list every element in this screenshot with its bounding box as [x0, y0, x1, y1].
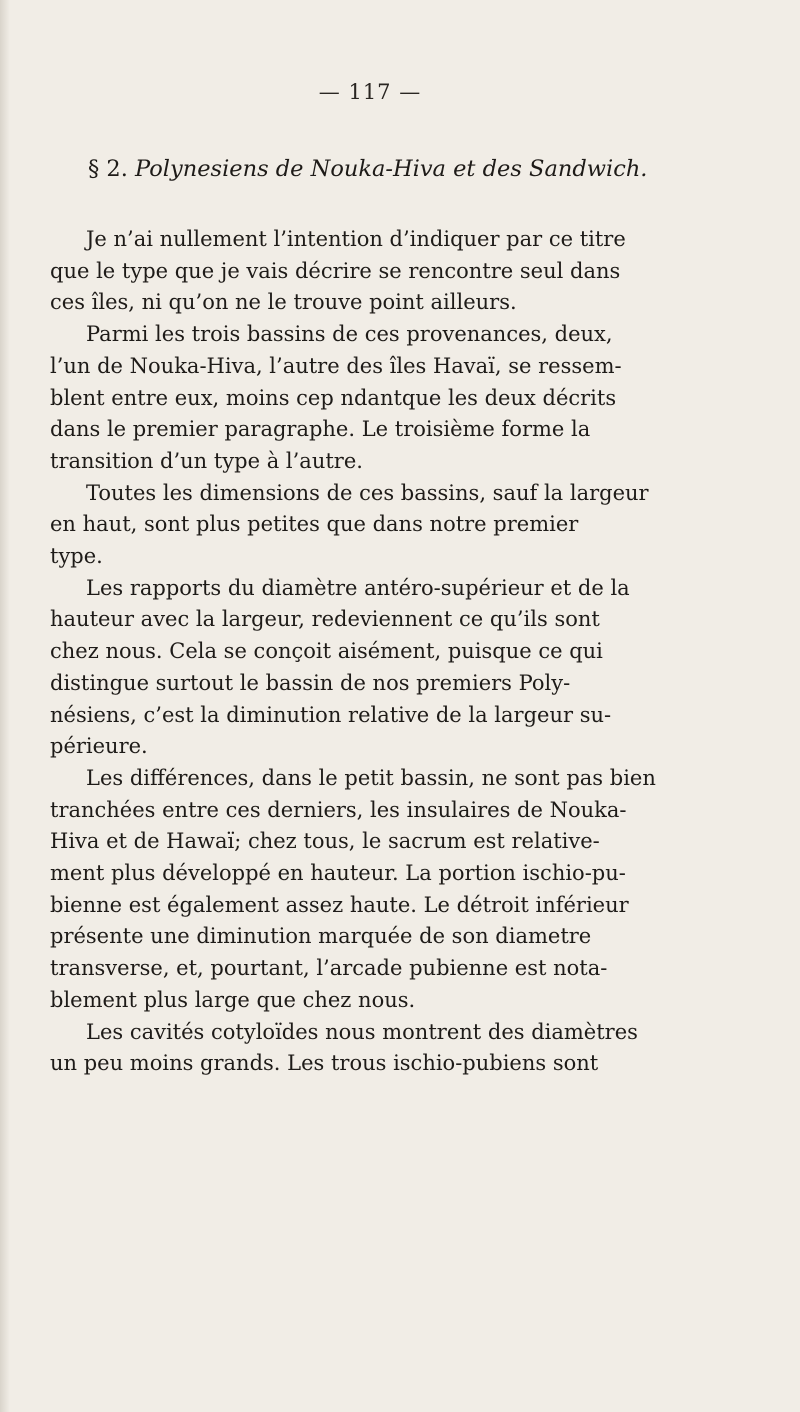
page-number: — 117 —	[318, 80, 422, 104]
text-line: que le type que je vais décrire se rencontre seul dans	[50, 258, 621, 283]
text-line: ment plus développé en hauteur. La portion ischio-pu-	[50, 861, 626, 886]
text-line: blent entre eux, moins cep ndantque les deux décrits	[50, 385, 617, 410]
text-line: dans le premier paragraphe. Le troisième forme la	[50, 417, 591, 442]
text-line: Hiva et de Hawaï; chez tous, le sacrum est relative-	[50, 829, 600, 854]
text-line: Les différences, dans le petit bassin, ne sont pas bien	[86, 765, 656, 790]
text-line: présente une diminution marquée de son diametre	[50, 924, 592, 949]
section-heading	[88, 156, 748, 182]
text-line: bienne est également assez haute. Le détroit inférieur	[50, 892, 629, 917]
section-number: § 2.	[88, 156, 128, 182]
text-line: Les rapports du diamètre antéro-supérieur et de la	[86, 575, 630, 600]
body-text	[50, 224, 750, 1080]
section-title: Polynesiens de Nouka-Hiva et des Sandwich.	[135, 156, 648, 182]
text-line: un peu moins grands. Les trous ischio-pubiens sont	[50, 1051, 599, 1076]
text-line: nésiens, c’est la diminution relative de la largeur su-	[50, 702, 612, 727]
text-line: transverse, et, pourtant, l’arcade pubienne est nota-	[50, 956, 608, 981]
text-line: hauteur avec la largeur, redeviennent ce qu’ils sont	[50, 607, 600, 632]
text-line: Les cavités cotyloïdes nous montrent des diamètres	[86, 1019, 638, 1044]
text-line: distingue surtout le bassin de nos premiers Poly-	[50, 670, 571, 695]
text-line: Parmi les trois bassins de ces provenances, deux,	[86, 322, 613, 347]
text-line: périeure.	[50, 734, 148, 759]
text-line: blement plus large que chez nous.	[50, 987, 416, 1012]
text-line: chez nous. Cela se conçoit aisément, puisque ce qui	[50, 639, 603, 664]
text-line: Toutes les dimensions de ces bassins, sauf la largeur	[86, 480, 649, 505]
text-line: type.	[50, 544, 103, 569]
text-line: ces îles, ni qu’on ne le trouve point ailleurs.	[50, 290, 517, 315]
page-edge-shadow	[0, 0, 10, 1412]
text-line: transition d’un type à l’autre.	[50, 448, 363, 473]
text-line: en haut, sont plus petites que dans notre premier	[50, 512, 579, 537]
text-line: Je n’ai nullement l’intention d’indiquer par ce titre	[86, 227, 626, 251]
text-line: tranchées entre ces derniers, les insulaires de Nouka-	[50, 797, 627, 822]
text-line: l’un de Nouka-Hiva, l’autre des îles Havaï, se ressem-	[50, 353, 622, 378]
